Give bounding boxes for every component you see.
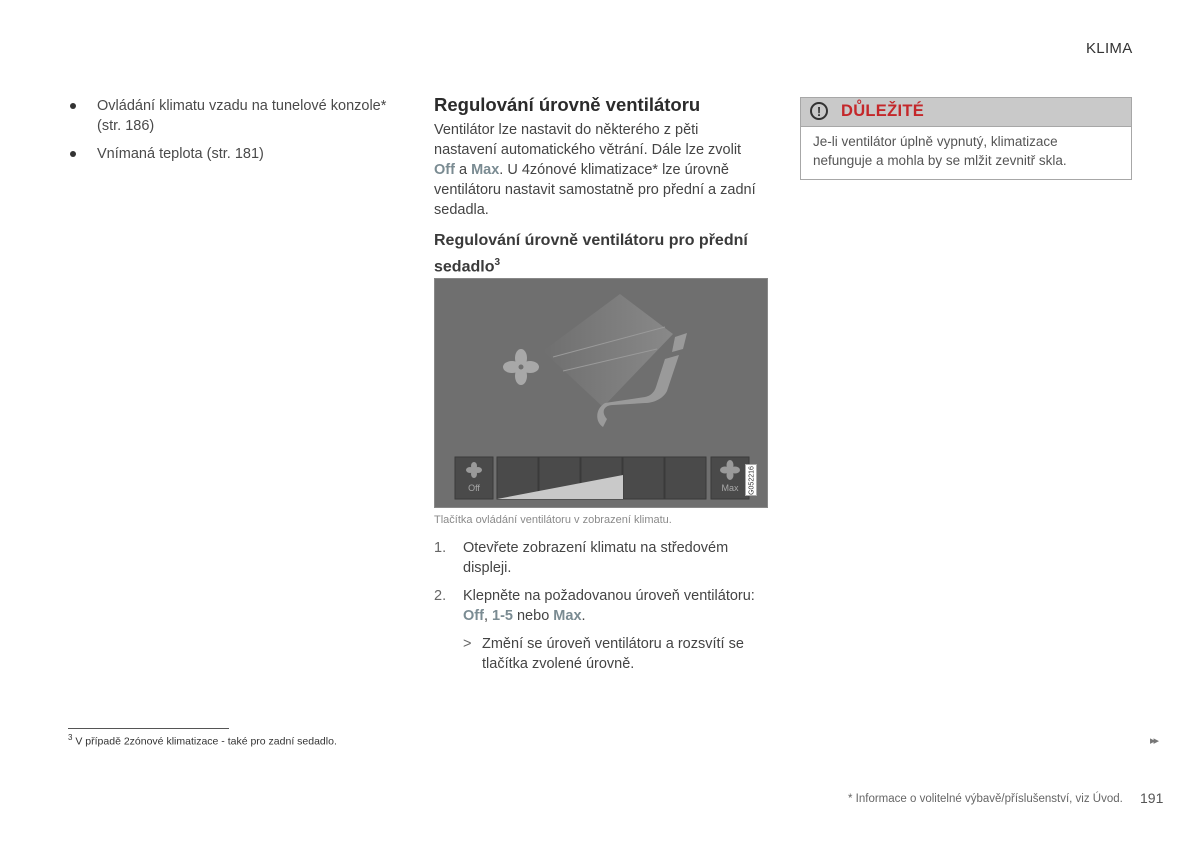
bullet-icon <box>70 151 76 157</box>
intro-paragraph: Ventilátor lze nastavit do některého z pěti nastavení automatického větrání. Dále lze zvolit Off a Max. U 4zónové klimatizace* lze úrovně ventilátoru nastavit samostatně pro přední a zadní sedadla. <box>434 122 756 218</box>
important-text: Je-li ventilátor úplně vypnutý, klimatizace nefunguje a mohla by se mlžit zevnitř skla. <box>813 134 1067 168</box>
range-keyword: 1-5 <box>492 608 513 624</box>
related-link-item[interactable]: Ovládání klimatu vzadu na tunelové konzole* (str. 186) <box>68 96 398 136</box>
max-keyword: Max <box>471 162 500 178</box>
figure-caption: Tlačítka ovládání ventilátoru v zobrazení klimatu. <box>434 514 672 526</box>
step-item: 2. Klepněte na požadovanou úroveň ventilátoru: Off, 1-5 nebo Max. <box>434 588 755 624</box>
subsection-heading: Regulování úrovně ventilátoru pro přední sedadlo$^3$ <box>434 232 748 276</box>
fan-level-5-button[interactable] <box>665 457 706 499</box>
fan-screen-svg <box>435 279 768 508</box>
footnote-ref: 3 <box>494 257 501 268</box>
related-links-list <box>68 96 398 172</box>
fan-control-illustration <box>434 278 768 508</box>
related-link-item[interactable]: Vnímaná teplota (str. 181) <box>68 144 398 164</box>
exclamation-icon: ! <box>810 102 828 120</box>
fan-off-label[interactable]: Off <box>468 483 480 493</box>
important-header <box>801 98 1131 127</box>
off-keyword: Off <box>463 608 484 624</box>
section-title: KLIMA <box>1086 40 1133 57</box>
important-title: DŮLEŽITÉ <box>841 102 925 120</box>
continue-arrow-icon: ▸▸ <box>1150 735 1158 747</box>
bullet-icon <box>70 103 76 109</box>
footnote-divider <box>68 728 229 729</box>
fan-icon <box>503 349 539 385</box>
fan-max-label[interactable]: Max <box>721 483 739 493</box>
airflow-beam <box>543 294 673 407</box>
figure-code: G052216 <box>745 464 757 496</box>
section-heading: Regulování úrovně ventilátoru <box>434 94 701 115</box>
footnote: $^3$ V případě 2zónové klimatizace - také pro zadní sedadlo. <box>68 733 337 748</box>
footer-note: * Informace o volitelné výbavě/příslušenství, viz Úvod. <box>848 793 1123 805</box>
fan-level-bar <box>455 457 749 499</box>
fan-level-4-button[interactable] <box>623 457 664 499</box>
important-notice <box>800 97 1132 180</box>
page-number: 191 <box>1140 790 1164 806</box>
off-keyword: Off <box>434 162 455 178</box>
max-keyword: Max <box>553 608 582 624</box>
step-result: > Změní se úroveň ventilátoru a rozsvítí se tlačítka zvolené úrovně. <box>463 636 744 672</box>
steps-list <box>434 538 768 674</box>
step-item: 1. Otevřete zobrazení klimatu na středovém displeji. <box>434 540 729 576</box>
